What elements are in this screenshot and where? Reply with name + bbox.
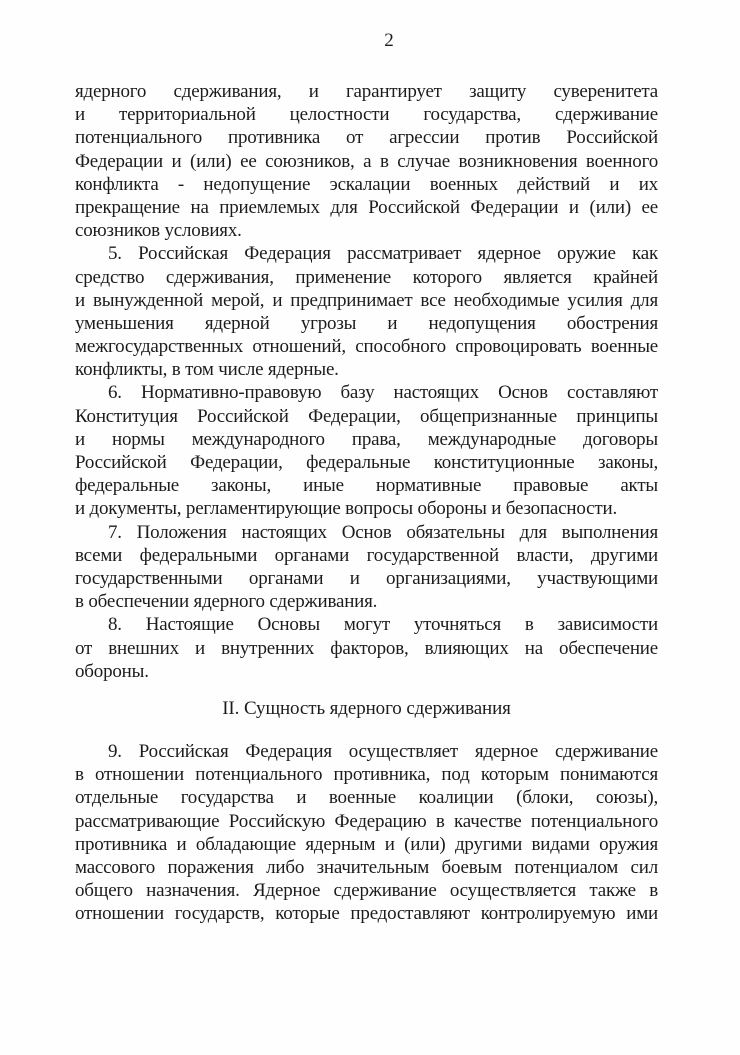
text-line: Федерации и (или) ее союзников, а в случае возникновения военного: [75, 150, 658, 172]
text-line: и нормы международного права, международные договоры: [75, 428, 658, 450]
text-line: межгосударственных отношений, способного спровоцировать военные: [75, 336, 658, 358]
text-line: потенциального противника от агрессии против Российской: [75, 127, 658, 149]
text-line: 6. Нормативно-правовую базу настоящих Основ составляют: [108, 382, 658, 404]
text-line: 5. Российская Федерация рассматривает ядерное оружие как: [108, 243, 658, 265]
text-line: и документы, регламентирующие вопросы обороны и безопасности.: [75, 498, 617, 520]
text-line: конфликты, в том числе ядерные.: [75, 359, 339, 381]
paragraph: [75, 242, 658, 381]
paragraph: [75, 613, 658, 683]
text-line: конфликта - недопущение эскалации военных действий и их: [75, 173, 658, 195]
paragraph: [75, 521, 658, 614]
text-line: отдельные государства и военные коалиции (блоки, союзы),: [75, 787, 658, 809]
text-line: 7. Положения настоящих Основ обязательны для выполнения: [108, 521, 658, 543]
text-line: противника и обладающие ядерным и (или) другими видами оружия: [75, 833, 658, 855]
text-line: государственными органами и организациями, участвующими: [75, 567, 658, 589]
section-heading: II. Сущность ядерного сдерживания: [222, 697, 511, 719]
text-line: Конституция Российской Федерации, общепризнанные принципы: [75, 405, 658, 427]
text-line: от внешних и внутренних факторов, влияющих на обеспечение: [75, 637, 658, 659]
text-line: и территориальной целостности государства, сдерживание: [75, 104, 658, 126]
text-line: Российской Федерации, федеральные конституционные законы,: [75, 452, 658, 473]
text-line: массового поражения либо значительным боевым потенциалом сил: [75, 857, 658, 879]
text-line: всеми федеральными органами государственной власти, другими: [75, 544, 658, 566]
text-line: 8. Настоящие Основы могут уточняться в зависимости: [108, 614, 658, 636]
text-line: прекращение на приемлемых для Российской Федерации и (или) ее: [75, 196, 658, 218]
paragraph: [75, 381, 658, 520]
text-line: в отношении потенциального противника, под которым понимаются: [75, 764, 658, 786]
text-line: уменьшения ядерной угрозы и недопущения обострения: [75, 312, 658, 334]
text-line: общего назначения. Ядерное сдерживание осуществляется также в: [75, 880, 658, 902]
text-line: союзников условиях.: [75, 220, 242, 242]
paragraph: [75, 80, 658, 242]
text-line: 9. Российская Федерация осуществляет ядерное сдерживание: [108, 741, 658, 763]
document-content: [75, 53, 658, 926]
paragraph: [75, 740, 658, 926]
text-line: рассматривающие Российскую Федерацию в качестве потенциального: [75, 810, 658, 832]
text-line: отношении государств, которые предоставляют контролируемую ими: [75, 903, 658, 925]
text-line: и вынужденной мерой, и предпринимает все необходимые усилия для: [75, 289, 658, 311]
page-number: 2: [384, 30, 394, 51]
text-line: ядерного сдерживания, и гарантирует защиту суверенитета: [75, 81, 658, 102]
text-line: в обеспечении ядерного сдерживания.: [75, 591, 378, 613]
text-line: средство сдерживания, применение которого является крайней: [75, 266, 658, 288]
text-line: обороны.: [75, 660, 149, 682]
page-header: [0, 0, 740, 53]
text-line: федеральные законы, иные нормативные правовые акты: [75, 475, 658, 497]
